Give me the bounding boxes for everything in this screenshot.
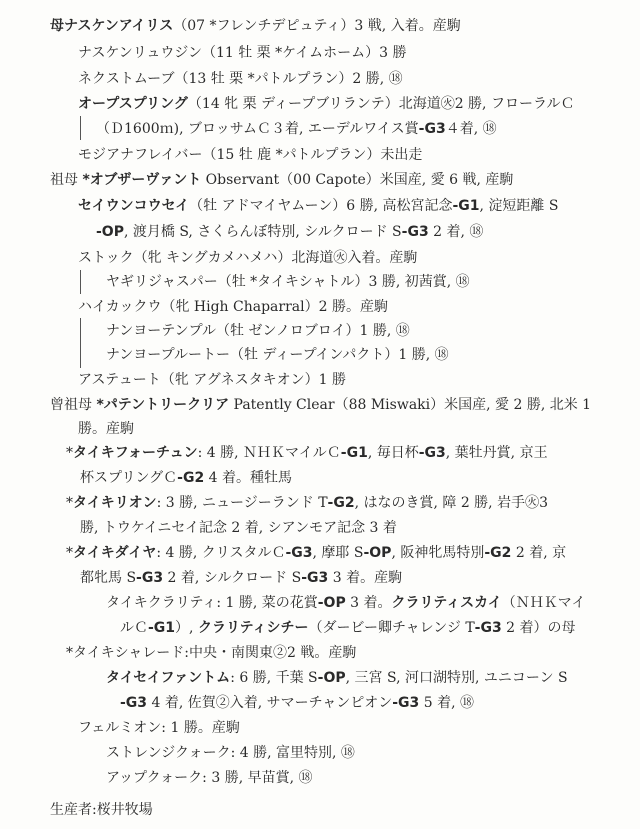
text: , 阪神牝馬特別 — [391, 545, 485, 561]
grand-offspring-continuation — [120, 616, 576, 640]
text: , 渡月橋 S, さくらんぼ特別, シルクロード S — [123, 224, 402, 240]
breeder-text: 生産者:桜井牧場 — [50, 802, 153, 818]
text: ナンヨーテンプル（牡 ゼンノロブロイ）1 勝, ⑱ — [106, 323, 410, 339]
grand-offspring-line — [106, 591, 585, 615]
text: 2 着, ⑱ — [428, 224, 484, 240]
offspring-text: *タイキシャレード:中央・南関東②2 戦。産駒 — [66, 645, 357, 661]
offspring-line — [66, 491, 548, 515]
offspring-line — [78, 716, 240, 740]
text: , 毎日杯 — [367, 445, 419, 461]
offspring-line — [78, 92, 575, 116]
grade-badge: -G3 — [136, 570, 164, 586]
text: 2 着）の母 — [501, 620, 576, 636]
offspring-line — [78, 41, 407, 65]
offspring-line — [78, 194, 558, 218]
offspring-continuation — [96, 117, 497, 141]
grade-badge: -G3 — [301, 570, 329, 586]
offspring-name: セイウンコウセイ — [78, 198, 190, 214]
text: : 4 勝, ＮＨＫマイルＣ — [197, 445, 341, 461]
text: 杯スプリングＣ — [80, 470, 178, 486]
text: : 4 勝, クリスタルＣ — [156, 545, 286, 561]
dam-line — [50, 14, 461, 38]
text: 都牝馬 S — [80, 570, 137, 586]
offspring-text: ナスケンリュウジン（11 牡 栗 *ケイムホーム）3 勝 — [78, 45, 407, 61]
grand-offspring-line — [106, 319, 410, 343]
text: 勝, トウケイニセイ記念 2 着, シアンモア記念 3 着 — [80, 520, 397, 536]
grade-badge: -G1 — [452, 198, 480, 214]
offspring-line — [78, 368, 346, 392]
offspring-text: ネクストムーブ（13 牡 栗 *パトルプラン）2 勝, ⑱ — [78, 71, 403, 87]
text: タイキクラリティ: 1 勝, 菜の花賞 — [106, 595, 318, 611]
label: 祖母 — [50, 172, 83, 188]
grade-badge: -G2 — [484, 545, 512, 561]
text: 2 着, 京 — [511, 545, 567, 561]
grade-badge: -G2 — [177, 470, 205, 486]
offspring-line — [78, 246, 417, 270]
text: , 淀短距離 S — [479, 198, 559, 214]
offspring-continuation — [80, 466, 292, 490]
offspring-line — [66, 441, 548, 465]
grade-badge: -G3 — [401, 224, 429, 240]
text: 勝。産駒 — [78, 421, 134, 437]
offspring-continuation — [96, 220, 483, 244]
offspring-text: モジアナフレイバー（15 牡 鹿 *パトルプラン）未出走 — [78, 147, 423, 163]
offspring-text: フェルミオン: 1 勝。産駒 — [78, 720, 240, 736]
grand-offspring-line — [106, 766, 313, 790]
indent-line — [80, 318, 81, 368]
dam-details: （07 *フレンチデピュティ）3 戦, 入着。産駒 — [173, 18, 461, 34]
granddam-name: *オブザーヴァント — [82, 172, 202, 188]
offspring-line — [78, 143, 422, 167]
offspring-line — [78, 67, 403, 91]
breeder-line — [50, 798, 153, 822]
text: 4 着, 佐賀②入着, サマーチャンピオン — [147, 695, 393, 711]
grade-badge: -OP — [317, 595, 346, 611]
offspring-line — [66, 641, 356, 665]
grand-offspring-name: タイセイファントム — [106, 670, 231, 686]
offspring-name: タイキリオン — [73, 495, 157, 511]
text: 2 着, シルクロード S — [163, 570, 302, 586]
dam-name: 母ナスケンアイリス — [50, 18, 174, 34]
offspring-text: ハイカックウ（牝 High Chaparral）2 勝。産駒 — [78, 299, 388, 315]
text: ヤギリジャスパー（牡 *タイキシャトル）3 勝, 初茜賞, ⑱ — [106, 274, 470, 290]
grade-badge: -OP — [317, 670, 346, 686]
text: 3 着。 — [345, 595, 392, 611]
text: アップクォーク: 3 勝, 早苗賞, ⑱ — [106, 770, 313, 786]
text: ルＣ — [120, 620, 148, 636]
grade-badge: -OP — [96, 224, 124, 240]
offspring-name: タイキダイヤ — [73, 545, 157, 561]
text: ４着, ⑱ — [445, 121, 497, 137]
offspring-text: アステュート（牝 アグネスタキオン）1 勝 — [78, 372, 346, 388]
grade-badge: -G2 — [327, 495, 355, 511]
offspring-name: オープスプリング — [78, 96, 188, 112]
offspring-continuation — [80, 516, 397, 540]
grade-badge: -G3 — [474, 620, 502, 636]
granddam-line — [50, 168, 513, 192]
text: 4 着。種牡馬 — [204, 470, 293, 486]
grand-offspring-line — [106, 666, 568, 690]
offspring-line — [66, 541, 566, 565]
text: （ＮＨＫマイ — [501, 595, 586, 611]
text: , はなのき賞, 障 2 勝, 岩手㊋3 — [354, 495, 548, 511]
text: ナンヨープルートー（牡 ディープインパクト）1 勝, ⑱ — [106, 347, 449, 363]
grand-offspring-name: クラリティシチー — [197, 620, 309, 636]
label: 曾祖母 — [50, 397, 97, 413]
grade-badge: -G3 — [285, 545, 313, 561]
text: , 摩耶 S — [312, 545, 364, 561]
grade-badge: -G3 — [120, 695, 148, 711]
granddam-details: Observant（00 Capote）米国産, 愛 6 戦, 産駒 — [201, 172, 514, 188]
text: ストレンジクォーク: 4 勝, 富里特別, ⑱ — [106, 745, 355, 761]
grade-badge: -G3 — [418, 445, 446, 461]
grand-offspring-line — [106, 343, 449, 367]
text: ）, — [175, 620, 198, 636]
grade-badge: -G3 — [392, 695, 420, 711]
offspring-name: タイキフォーチュン — [73, 445, 198, 461]
text: （牡 アドマイヤムーン）6 勝, 高松宮記念 — [189, 198, 453, 214]
indent-line — [80, 270, 81, 294]
grade-badge: -G1 — [148, 620, 176, 636]
grade-badge: -G3 — [418, 121, 446, 137]
text: , 葉牡丹賞, 京王 — [445, 445, 548, 461]
text: : 3 勝, ニュージーランド T — [156, 495, 328, 511]
great-granddam-details: Patently Clear（88 Miswaki）米国産, 愛 2 勝, 北米 1 — [229, 397, 592, 413]
text: （ダービー卿チャレンジ T — [308, 620, 475, 636]
text: 5 着, ⑱ — [419, 695, 474, 711]
grand-offspring-line — [106, 741, 355, 765]
grade-badge: -G1 — [340, 445, 368, 461]
continuation — [78, 417, 134, 441]
grand-offspring-continuation — [120, 691, 474, 715]
offspring-text: ストック（牝 キングカメハメハ）北海道㊋入着。産駒 — [78, 250, 418, 266]
import-mark: * — [66, 545, 73, 561]
offspring-details: （14 牝 栗 ディープブリランテ）北海道㊋2 勝, フローラルＣ — [187, 96, 575, 112]
import-mark: * — [66, 495, 73, 511]
great-granddam-name: *パテントリークリア — [96, 397, 230, 413]
grand-offspring-line — [106, 270, 470, 294]
great-granddam-line — [50, 393, 591, 417]
text: （Ｄ1600ｍ), ブロッサムＣ３着, エーデルワイス賞 — [96, 121, 419, 137]
import-mark: * — [66, 445, 73, 461]
text: 3 着。産駒 — [328, 570, 403, 586]
offspring-continuation — [80, 566, 402, 590]
offspring-line — [78, 295, 388, 319]
grade-badge: -OP — [363, 545, 392, 561]
text: , 三宮 S, 河口湖特別, ユニコーン S — [345, 670, 568, 686]
grand-offspring-name: クラリティスカイ — [391, 595, 502, 611]
indent-line — [80, 116, 81, 140]
text: : 6 勝, 千葉 S — [230, 670, 318, 686]
